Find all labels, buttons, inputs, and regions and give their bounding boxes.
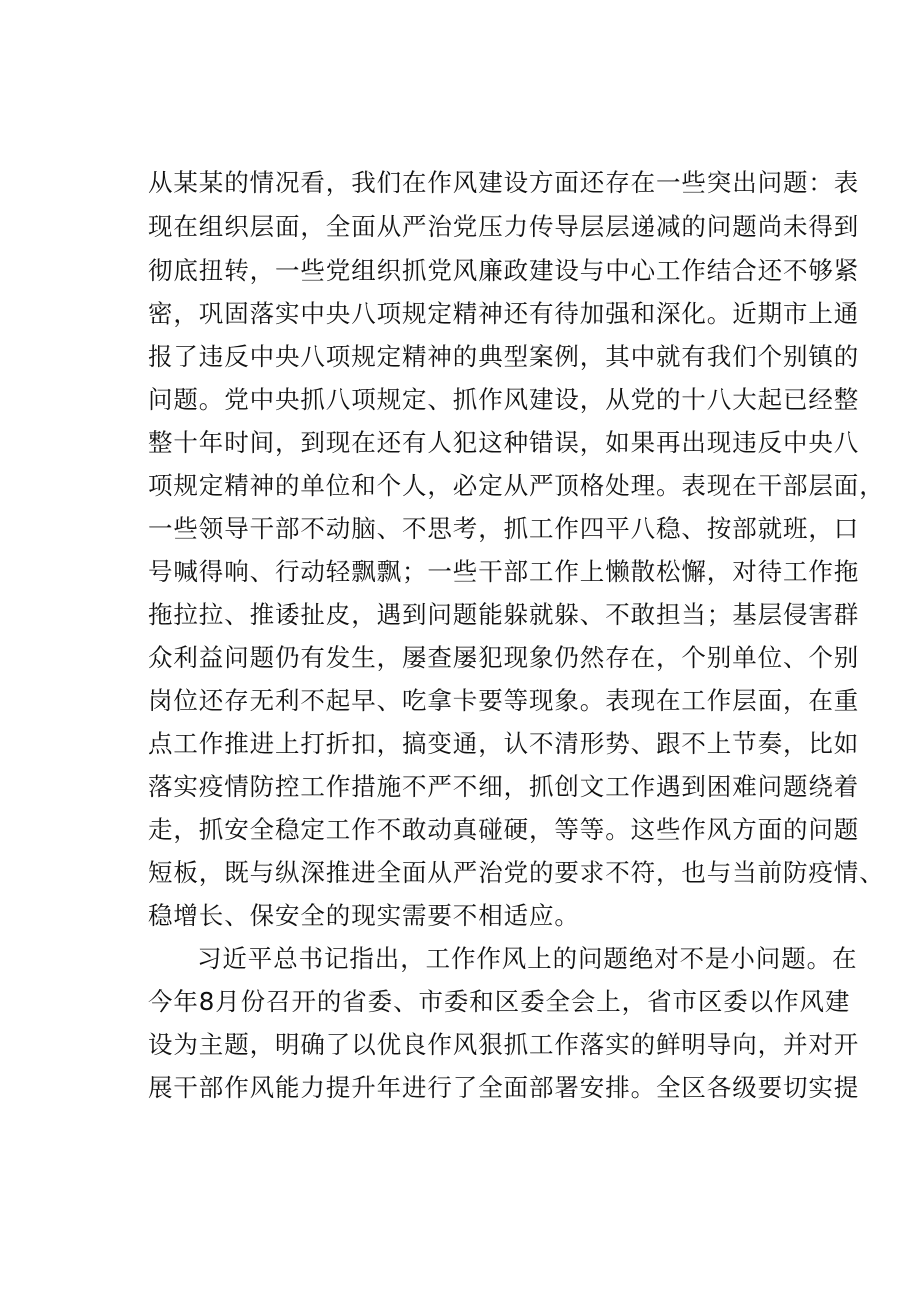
paragraph-1-line-5: 报了违反中央八项规定精神的典型案例，其中就有我们个别镇的 (148, 342, 860, 371)
paragraph-1-line-10: 号喊得响、行动轻飘飘；一些干部工作上懒散松懈，对待工作拖 (148, 557, 860, 586)
paragraph-1-line-1: 从某某的情况看，我们在作风建设方面还存在一些突出问题：表 (148, 168, 860, 197)
paragraph-1-line-9: 一些领导干部不动脑、不思考，抓工作四平八稳、按部就班，口 (148, 514, 860, 543)
paragraph-1-line-15: 落实疫情防控工作措施不严不细，抓创文工作遇到困难问题绕着 (148, 772, 860, 801)
paragraph-2-line-3: 设为主题，明确了以优良作风狠抓工作落实的鲜明导向，并对开 (148, 1030, 860, 1059)
paragraph-1-line-7: 整十年时间，到现在还有人犯这种错误，如果再出现违反中央八 (148, 428, 860, 457)
paragraph-1-line-13: 岗位还存无利不起早、吃拿卡要等现象。表现在工作层面，在重 (148, 686, 860, 715)
paragraph-1-line-8: 项规定精神的单位和个人，必定从严顶格处理。表现在干部层面， (148, 471, 885, 500)
paragraph-1-line-11: 拖拉拉、推诿扯皮，遇到问题能躲就躲、不敢担当；基层侵害群 (148, 600, 860, 629)
paragraph-2-line-1: 习近平总书记指出，工作作风上的问题绝对不是小问题。在 (197, 944, 858, 973)
paragraph-1-line-14: 点工作推进上打折扣，搞变通，认不清形势、跟不上节奏，比如 (148, 729, 860, 758)
paragraph-1-line-4: 密，巩固落实中央八项规定精神还有待加强和深化。近期市上通 (148, 299, 860, 328)
paragraph-1-line-16: 走，抓安全稳定工作不敢动真碰硬，等等。这些作风方面的问题 (148, 815, 860, 844)
paragraph-1-line-17: 短板，既与纵深推进全面从严治党的要求不符，也与当前防疫情、 (148, 858, 885, 887)
paragraph-1-line-2: 现在组织层面，全面从严治党压力传导层层递减的问题尚未得到 (148, 212, 860, 241)
paragraph-1-line-12: 众利益问题仍有发生，屡查屡犯现象仍然存在，个别单位、个别 (148, 643, 860, 672)
paragraph-1-line-6: 问题。党中央抓八项规定、抓作风建设，从党的十八大起已经整 (148, 385, 860, 414)
paragraph-2-line-4: 展干部作风能力提升年进行了全面部署安排。全区各级要切实提 (148, 1073, 860, 1102)
paragraph-1-line-3: 彻底扭转，一些党组织抓党风廉政建设与中心工作结合还不够紧 (148, 256, 860, 285)
paragraph-1-line-18: 稳增长、保安全的现实需要不相适应。 (148, 901, 580, 930)
paragraph-2-line-2: 今年8月份召开的省委、市委和区委全会上，省市区委以作风建 (148, 987, 851, 1016)
